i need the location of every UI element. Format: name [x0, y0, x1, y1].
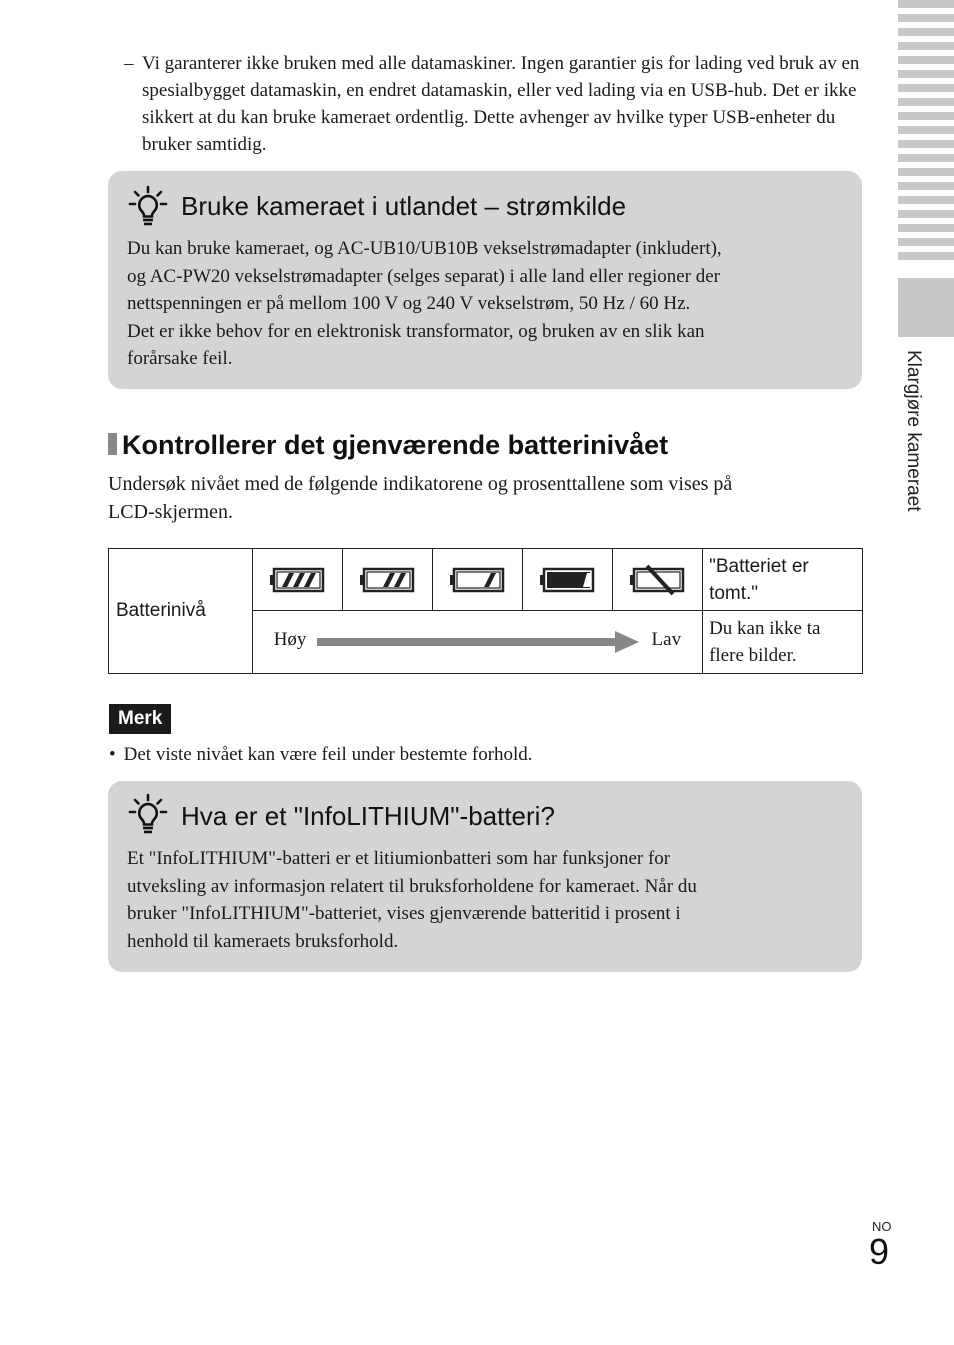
tip-title: Hva er et "InfoLITHIUM"-batteri? [181, 801, 555, 831]
section-tab-stripes [898, 0, 954, 266]
tip-line: bruker "InfoLITHIUM"-batteriet, vises gjenværende batteritid i prosent i [127, 903, 681, 924]
battery-level-label: Batterinivå [109, 549, 253, 674]
battery-cell [612, 549, 702, 611]
section-tab-active [898, 278, 954, 337]
tab-stripe [898, 154, 954, 162]
section-text [108, 470, 868, 526]
note-text: Det viste nivået kan være feil under bestemte forhold. [123, 744, 533, 765]
tip-line: henhold til kameraets bruksforhold. [127, 930, 399, 952]
empty-label-line: "Batteriet er [709, 555, 809, 577]
tab-stripe [898, 210, 954, 218]
tab-stripe [898, 14, 954, 22]
battery-level-table [108, 548, 863, 674]
battery-cell [432, 549, 522, 611]
tip-line: Du kan bruke kameraet, og AC-UB10/UB10B vekselstrømadapter (inkludert), [127, 238, 722, 259]
low-label: Lav [651, 629, 682, 650]
note-line: Du kan ikke ta [709, 618, 821, 639]
tab-stripe [898, 126, 954, 134]
tab-stripe [898, 56, 954, 64]
battery-empty-note [703, 611, 863, 674]
tip-body [127, 235, 842, 373]
page-language: NO [872, 1219, 892, 1234]
high-label: Høy [273, 629, 307, 650]
tip-box-infolithium [108, 781, 862, 972]
battery-empty-icon [629, 564, 687, 596]
battery-one-third-icon [449, 567, 505, 593]
battery-low-icon [539, 567, 595, 593]
tip-line: nettspenningen er på mellom 100 V og 240 V vekselstrøm, 50 Hz / 60 Hz. [127, 293, 691, 314]
section-heading-text: Kontrollerer det gjenværende batterinivået [122, 430, 669, 460]
level-scale [253, 611, 702, 673]
empty-label-line: tomt." [709, 582, 759, 604]
arrow-right-icon [317, 631, 639, 653]
battery-full-icon [269, 567, 325, 593]
tab-stripe [898, 112, 954, 120]
section-line: LCD-skjermen. [108, 501, 233, 523]
battery-cell [342, 549, 432, 611]
section-tab-label: Klargjøre kameraet [903, 350, 924, 512]
tip-line: forårsake feil. [127, 348, 233, 369]
tab-stripe [898, 238, 954, 246]
tip-title: Bruke kameraet i utlandet – strømkilde [181, 191, 627, 221]
tab-stripe [898, 28, 954, 36]
heading-marker [108, 433, 117, 455]
battery-empty-label [703, 549, 863, 611]
tip-line: Det er ikke behov for en elektronisk transformator, og bruken av en slik kan [127, 320, 705, 342]
tip-line: Et "InfoLITHIUM"-batteri er et litiumionbatteri som har funksjoner for [127, 848, 671, 869]
note-badge: Merk [109, 704, 171, 734]
tab-stripe [898, 0, 954, 8]
tab-stripe [898, 252, 954, 260]
tab-stripe [898, 84, 954, 92]
bullet: • [109, 744, 116, 765]
page-number: 9 [869, 1231, 890, 1272]
battery-cell [522, 549, 612, 611]
level-scale-cell [252, 611, 702, 674]
note-item [109, 741, 533, 768]
intro-paragraph [124, 50, 864, 158]
tip-line: utveksling av informasjon relatert til bruksforholdene for kameraet. Når du [127, 875, 697, 897]
tip-body [127, 845, 842, 955]
note-line: flere bilder. [709, 645, 797, 666]
tab-stripe [898, 224, 954, 232]
tab-stripe [898, 42, 954, 50]
tab-stripe [898, 182, 954, 190]
tab-stripe [898, 70, 954, 78]
dash-marker: – [124, 53, 134, 74]
section-line: Undersøk nivået med de følgende indikatorene og prosenttallene som vises på [108, 473, 733, 495]
tab-stripe [898, 98, 954, 106]
tip-line: og AC-PW20 vekselstrømadapter (selges separat) i alle land eller regioner der [127, 265, 721, 287]
battery-cell [252, 549, 342, 611]
lightbulb-icon [128, 793, 168, 837]
tip-box-power [108, 171, 862, 389]
tab-stripe [898, 196, 954, 204]
section-heading [108, 430, 668, 461]
intro-text: Vi garanterer ikke bruken med alle datamaskiner. Ingen garantier gis for lading ved bruk av en spesialbygget datamaskin, en endret datamaskin, eller ved lading via en USB-hub. Det er ikke sikkert at du kan bruke kameraet ordentlig. Dette avhenger av hvilke typer USB-enheter du bruker samtidig. [142, 53, 860, 155]
tab-stripe [898, 168, 954, 176]
battery-two-thirds-icon [359, 567, 415, 593]
tab-stripe [898, 140, 954, 148]
lightbulb-icon [128, 185, 168, 229]
